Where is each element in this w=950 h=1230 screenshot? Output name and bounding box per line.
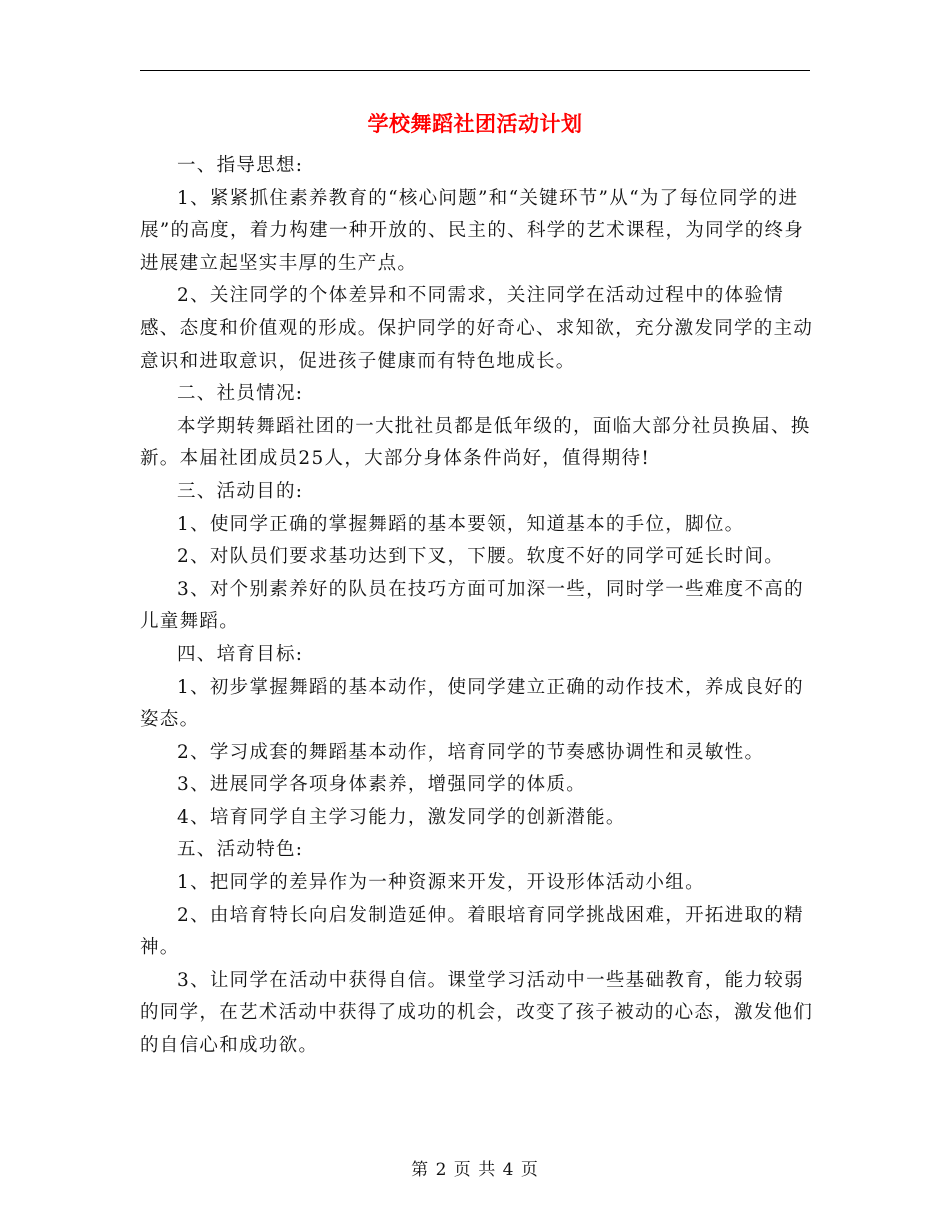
section-heading-guiding-thought: 一、指导思想: <box>177 155 304 176</box>
paragraph: 3、让同学在活动中获得自信。课堂学习活动中一些基础教育，能力较弱的同学，在艺术活动中获得了成功的机会，改变了孩子被动的心态，激发他们的自信心和成功欲。 <box>140 969 814 1057</box>
paragraph: 2、学习成套的舞蹈基本动作，培育同学的节奏感协调性和灵敏性。 <box>177 741 765 763</box>
section-heading-goals: 四、培育目标: <box>177 643 304 665</box>
section-heading-members: 二、社员情况: <box>177 383 304 405</box>
paragraph: 1、初步掌握舞蹈的基本动作，使同学建立正确的动作技术，养成良好的姿态。 <box>140 676 804 731</box>
section-heading-features: 五、活动特色: <box>177 839 304 861</box>
paragraph: 4、培育同学自主学习能力，激发同学的创新潜能。 <box>177 806 626 828</box>
paragraph: 2、对队员们要求基功达到下叉，下腰。软度不好的同学可延长时间。 <box>177 546 785 568</box>
paragraph: 3、对个别素养好的队员在技巧方面可加深一些，同时学一些难度不高的儿童舞蹈。 <box>140 578 804 633</box>
paragraph: 1、把同学的差异作为一种资源来开发，开设形体活动小组。 <box>177 872 705 894</box>
paragraph: 3、进展同学各项身体素养，增强同学的体质。 <box>177 774 587 796</box>
paragraph: 本学期转舞蹈社团的一大批社员都是低年级的，面临大部分社员换届、换新。本届社团成员25人，大部分身体条件尚好，值得期待! <box>140 415 811 470</box>
paragraph: 2、由培育特长向启发制造延伸。着眼培育同学挑战困难，开拓进取的精神。 <box>140 904 804 959</box>
header-rule <box>140 70 810 71</box>
paragraph: 1、紧紧抓住素养教育的“核心问题”和“关键环节”从“为了每位同学的进展”的高度，着力构建一种开放的、民主的、科学的艺术课程，为同学的终身进展建立起坚实丰厚的生产点。 <box>140 187 805 274</box>
section-heading-purpose: 三、活动目的: <box>177 480 304 502</box>
document-body <box>140 150 820 1063</box>
paragraph: 1、使同学正确的掌握舞蹈的基本要领，知道基本的手位，脚位。 <box>177 513 745 535</box>
paragraph: 2、关注同学的个体差异和不同需求，关注同学在活动过程中的体验情感、态度和价值观的形成。保护同学的好奇心、求知欲，充分激发同学的主动意识和进取意识，促进孩子健康而有特色地成长。 <box>140 285 814 372</box>
document-title: 学校舞蹈社团活动计划 <box>367 111 583 136</box>
page-footer: 第 2 页 共 4 页 <box>411 1160 539 1180</box>
